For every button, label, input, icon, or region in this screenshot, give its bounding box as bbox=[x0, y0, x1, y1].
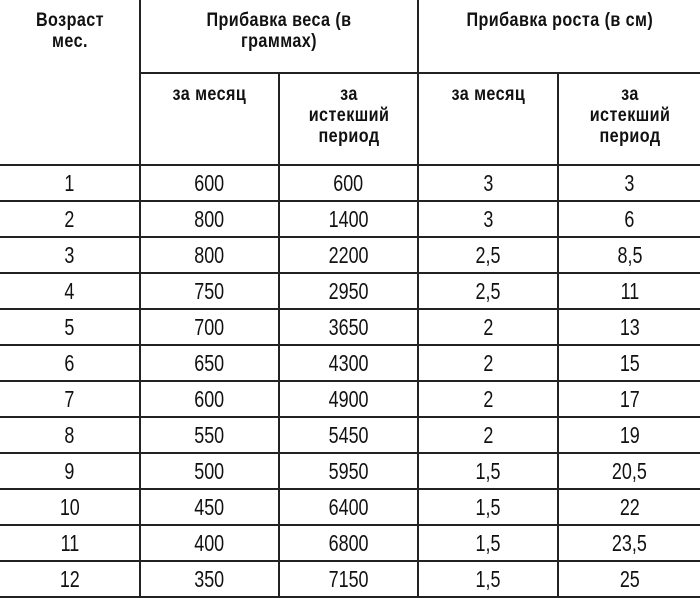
cell-value: 8,5 bbox=[617, 241, 642, 268]
table-row bbox=[0, 237, 700, 273]
cell-value: 5950 bbox=[328, 457, 369, 484]
cell-value: 8 bbox=[64, 421, 75, 448]
cell-height-month bbox=[418, 525, 558, 561]
cell-age bbox=[0, 561, 140, 597]
cell-height-total bbox=[558, 453, 700, 489]
cell-value: 15 bbox=[619, 349, 640, 376]
header-weight-total: за истекший период bbox=[279, 73, 418, 165]
cell-age bbox=[0, 165, 140, 201]
cell-value: 6400 bbox=[328, 493, 369, 520]
cell-value: 600 bbox=[194, 385, 225, 412]
cell-height-total bbox=[558, 201, 700, 237]
cell-height-month bbox=[418, 417, 558, 453]
cell-weight-total bbox=[279, 309, 418, 345]
cell-value: 750 bbox=[194, 277, 225, 304]
cell-value: 10 bbox=[59, 493, 80, 520]
cell-height-month bbox=[418, 381, 558, 417]
cell-weight-month bbox=[140, 561, 279, 597]
cell-height-month bbox=[418, 489, 558, 525]
header-age: Возраст мес. bbox=[0, 0, 140, 165]
cell-height-total bbox=[558, 237, 700, 273]
cell-value: 2 bbox=[483, 385, 493, 412]
cell-height-month bbox=[418, 453, 558, 489]
cell-value: 400 bbox=[194, 529, 225, 556]
cell-value: 6800 bbox=[328, 529, 369, 556]
cell-height-month bbox=[418, 237, 558, 273]
cell-height-total bbox=[558, 561, 700, 597]
cell-height-month bbox=[418, 561, 558, 597]
cell-value: 2950 bbox=[328, 277, 369, 304]
cell-height-total bbox=[558, 165, 700, 201]
table-row bbox=[0, 525, 700, 561]
cell-weight-month bbox=[140, 237, 279, 273]
table-row bbox=[0, 489, 700, 525]
cell-height-total bbox=[558, 381, 700, 417]
cell-age bbox=[0, 273, 140, 309]
cell-value: 20,5 bbox=[612, 457, 647, 484]
cell-height-month bbox=[418, 165, 558, 201]
cell-height-total bbox=[558, 417, 700, 453]
table-row bbox=[0, 165, 700, 201]
cell-height-month bbox=[418, 201, 558, 237]
cell-value: 11 bbox=[60, 529, 79, 556]
cell-value: 500 bbox=[194, 457, 225, 484]
cell-value: 3 bbox=[483, 205, 493, 232]
cell-weight-month bbox=[140, 525, 279, 561]
cell-height-total bbox=[558, 525, 700, 561]
cell-height-month bbox=[418, 273, 558, 309]
cell-height-total bbox=[558, 345, 700, 381]
cell-weight-month bbox=[140, 345, 279, 381]
cell-value: 4300 bbox=[328, 349, 369, 376]
header-weight-month: за месяц bbox=[140, 73, 279, 165]
cell-value: 2 bbox=[483, 313, 493, 340]
cell-value: 5 bbox=[64, 313, 75, 340]
cell-age bbox=[0, 489, 140, 525]
table-row bbox=[0, 381, 700, 417]
table-row bbox=[0, 273, 700, 309]
table-row bbox=[0, 453, 700, 489]
cell-height-month bbox=[418, 309, 558, 345]
cell-value: 2,5 bbox=[475, 241, 501, 268]
cell-value: 2 bbox=[483, 349, 493, 376]
cell-age bbox=[0, 201, 140, 237]
cell-weight-total bbox=[279, 345, 418, 381]
header-weight-group: Прибавка веса (в граммах) bbox=[140, 0, 418, 73]
cell-value: 3 bbox=[624, 169, 635, 196]
cell-value: 22 bbox=[619, 493, 640, 520]
cell-value: 4900 bbox=[328, 385, 369, 412]
cell-value: 7150 bbox=[328, 565, 369, 592]
cell-weight-total bbox=[279, 165, 418, 201]
cell-weight-total bbox=[279, 273, 418, 309]
cell-age bbox=[0, 417, 140, 453]
header-height-total: за истекший период bbox=[558, 73, 700, 165]
cell-value: 1,5 bbox=[475, 457, 501, 484]
cell-value: 3650 bbox=[328, 313, 369, 340]
cell-age bbox=[0, 309, 140, 345]
table-row bbox=[0, 561, 700, 597]
cell-value: 23,5 bbox=[612, 529, 647, 556]
cell-weight-month bbox=[140, 309, 279, 345]
cell-age bbox=[0, 453, 140, 489]
cell-height-total bbox=[558, 309, 700, 345]
cell-weight-month bbox=[140, 273, 279, 309]
cell-weight-month bbox=[140, 201, 279, 237]
cell-weight-month bbox=[140, 165, 279, 201]
cell-value: 1,5 bbox=[475, 493, 501, 520]
cell-value: 800 bbox=[194, 241, 225, 268]
cell-age bbox=[0, 381, 140, 417]
cell-weight-total bbox=[279, 489, 418, 525]
table-row bbox=[0, 201, 700, 237]
cell-weight-total bbox=[279, 561, 418, 597]
cell-value: 650 bbox=[194, 349, 225, 376]
cell-value: 7 bbox=[64, 385, 75, 412]
cell-weight-month bbox=[140, 381, 279, 417]
cell-weight-month bbox=[140, 453, 279, 489]
cell-weight-total bbox=[279, 381, 418, 417]
cell-value: 1,5 bbox=[475, 565, 501, 592]
cell-value: 3 bbox=[483, 169, 493, 196]
cell-value: 6 bbox=[64, 349, 75, 376]
cell-height-total bbox=[558, 273, 700, 309]
cell-age bbox=[0, 237, 140, 273]
cell-value: 13 bbox=[619, 313, 640, 340]
cell-value: 450 bbox=[194, 493, 225, 520]
cell-value: 700 bbox=[194, 313, 225, 340]
cell-value: 3 bbox=[64, 241, 75, 268]
cell-value: 2200 bbox=[328, 241, 369, 268]
cell-age bbox=[0, 345, 140, 381]
cell-age bbox=[0, 525, 140, 561]
cell-height-total bbox=[558, 489, 700, 525]
cell-value: 11 bbox=[620, 277, 639, 304]
table-row bbox=[0, 309, 700, 345]
cell-value: 4 bbox=[64, 277, 75, 304]
cell-value: 800 bbox=[194, 205, 225, 232]
cell-value: 6 bbox=[624, 205, 635, 232]
header-height-group: Прибавка роста (в см) bbox=[418, 0, 700, 73]
table-body bbox=[0, 165, 700, 597]
cell-height-month bbox=[418, 345, 558, 381]
cell-weight-month bbox=[140, 489, 279, 525]
cell-value: 1,5 bbox=[475, 529, 501, 556]
cell-value: 2 bbox=[64, 205, 75, 232]
cell-value: 550 bbox=[194, 421, 225, 448]
cell-value: 600 bbox=[194, 169, 225, 196]
cell-weight-total bbox=[279, 201, 418, 237]
cell-weight-total bbox=[279, 453, 418, 489]
cell-weight-total bbox=[279, 417, 418, 453]
cell-value: 19 bbox=[619, 421, 640, 448]
header-height-month: за месяц bbox=[418, 73, 558, 165]
cell-weight-month bbox=[140, 417, 279, 453]
cell-value: 1400 bbox=[328, 205, 369, 232]
cell-value: 2 bbox=[483, 421, 493, 448]
table-row bbox=[0, 345, 700, 381]
cell-value: 1 bbox=[64, 169, 75, 196]
cell-value: 9 bbox=[64, 457, 75, 484]
cell-value: 12 bbox=[59, 565, 80, 592]
cell-value: 25 bbox=[619, 565, 640, 592]
cell-value: 600 bbox=[333, 169, 364, 196]
cell-value: 2,5 bbox=[475, 277, 501, 304]
cell-value: 350 bbox=[194, 565, 225, 592]
cell-weight-total bbox=[279, 525, 418, 561]
cell-value: 17 bbox=[619, 385, 640, 412]
cell-weight-total bbox=[279, 237, 418, 273]
cell-value: 5450 bbox=[328, 421, 369, 448]
table-row bbox=[0, 417, 700, 453]
